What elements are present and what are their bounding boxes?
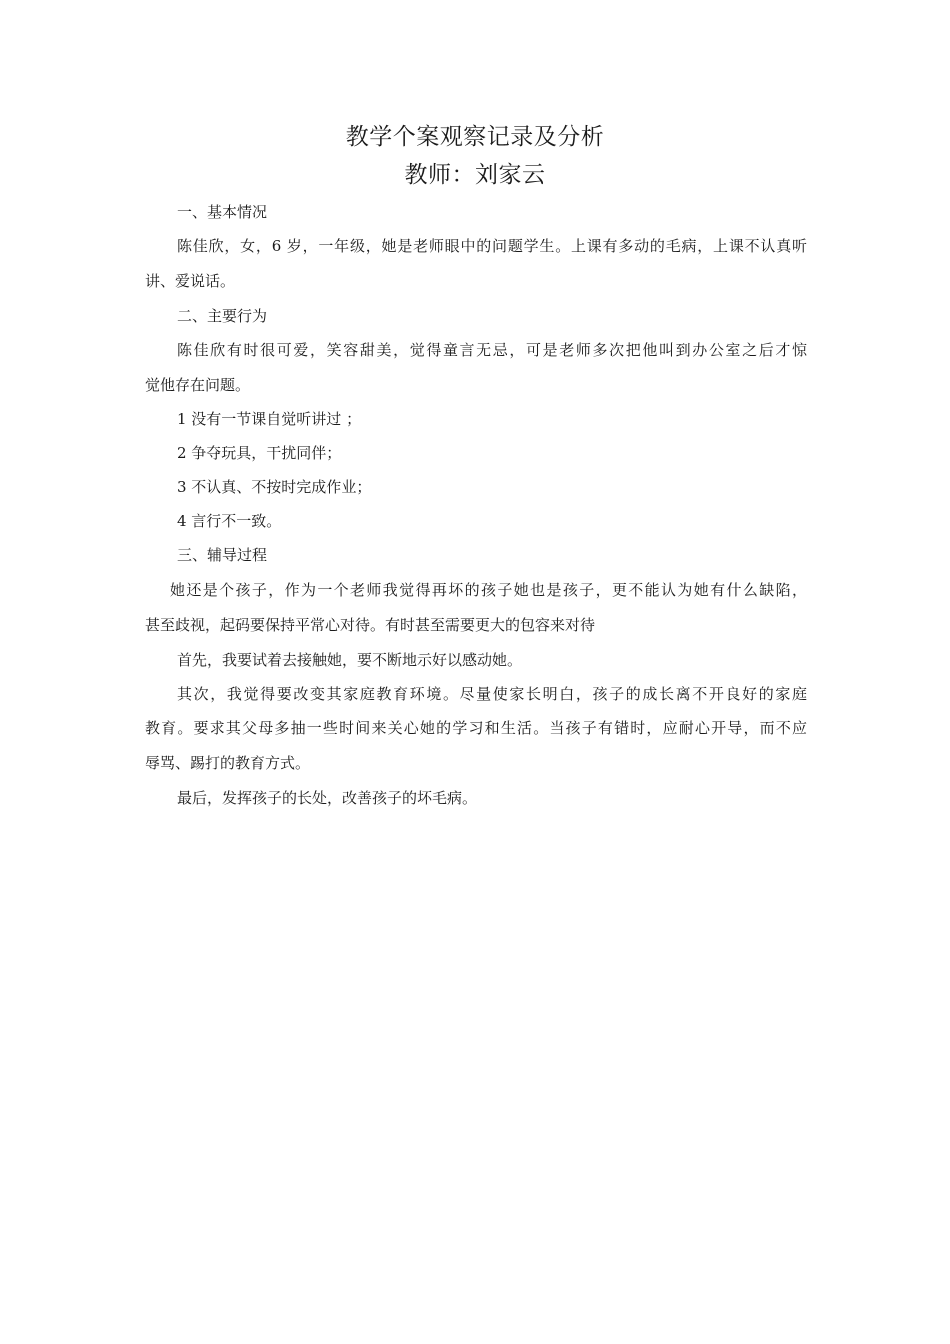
paragraph-line: 觉他存在问题。 — [145, 376, 251, 394]
paragraph-line: 最后，发挥孩子的长处，改善孩子的坏毛病。 — [177, 789, 478, 807]
document-title: 教学个案观察记录及分析 — [345, 124, 605, 150]
list-item: 1 没有一节课自觉听讲过 ； — [177, 410, 362, 428]
paragraph-line: 其次，我觉得要改变其家庭教育环境。尽量使家长明白，孩子的成长离不开良好的家庭 — [177, 685, 807, 703]
section-heading-behavior: 二、主要行为 — [177, 307, 268, 325]
paragraph-line: 首先，我要试着去接触她，要不断地示好以感动她。 — [177, 651, 523, 669]
paragraph-line: 陈佳欣，女，6 岁，一年级，她是老师眼中的问题学生。上课有多动的毛病，上课不认真听 — [177, 237, 807, 255]
paragraph-line: 甚至歧视，起码要保持平常心对待。有时甚至需要更大的包容来对待 — [145, 616, 596, 634]
paragraph-line: 辱骂、踢打的教育方式。 — [145, 754, 311, 772]
section-heading-counseling: 三、辅导过程 — [177, 546, 268, 564]
paragraph-line: 陈佳欣有时很可爱，笑容甜美，觉得童言无忌，可是老师多次把他叫到办公室之后才惊 — [177, 341, 807, 359]
list-item: 3 不认真、不按时完成作业； — [177, 478, 372, 496]
paragraph-line: 教育。要求其父母多抽一些时间来关心她的学习和生活。当孩子有错时，应耐心开导，而不应 — [145, 719, 807, 737]
paragraph-line: 她还是个孩子，作为一个老师我觉得再坏的孩子她也是孩子，更不能认为她有什么缺陷， — [170, 581, 807, 599]
paragraph-line: 讲、爱说话。 — [145, 272, 236, 290]
list-item: 4 言行不一致。 — [177, 512, 282, 530]
list-item: 2 争夺玩具，干扰同伴； — [177, 444, 342, 462]
teacher-name: 教师：刘家云 — [404, 162, 546, 188]
section-heading-basic: 一、基本情况 — [177, 203, 268, 221]
